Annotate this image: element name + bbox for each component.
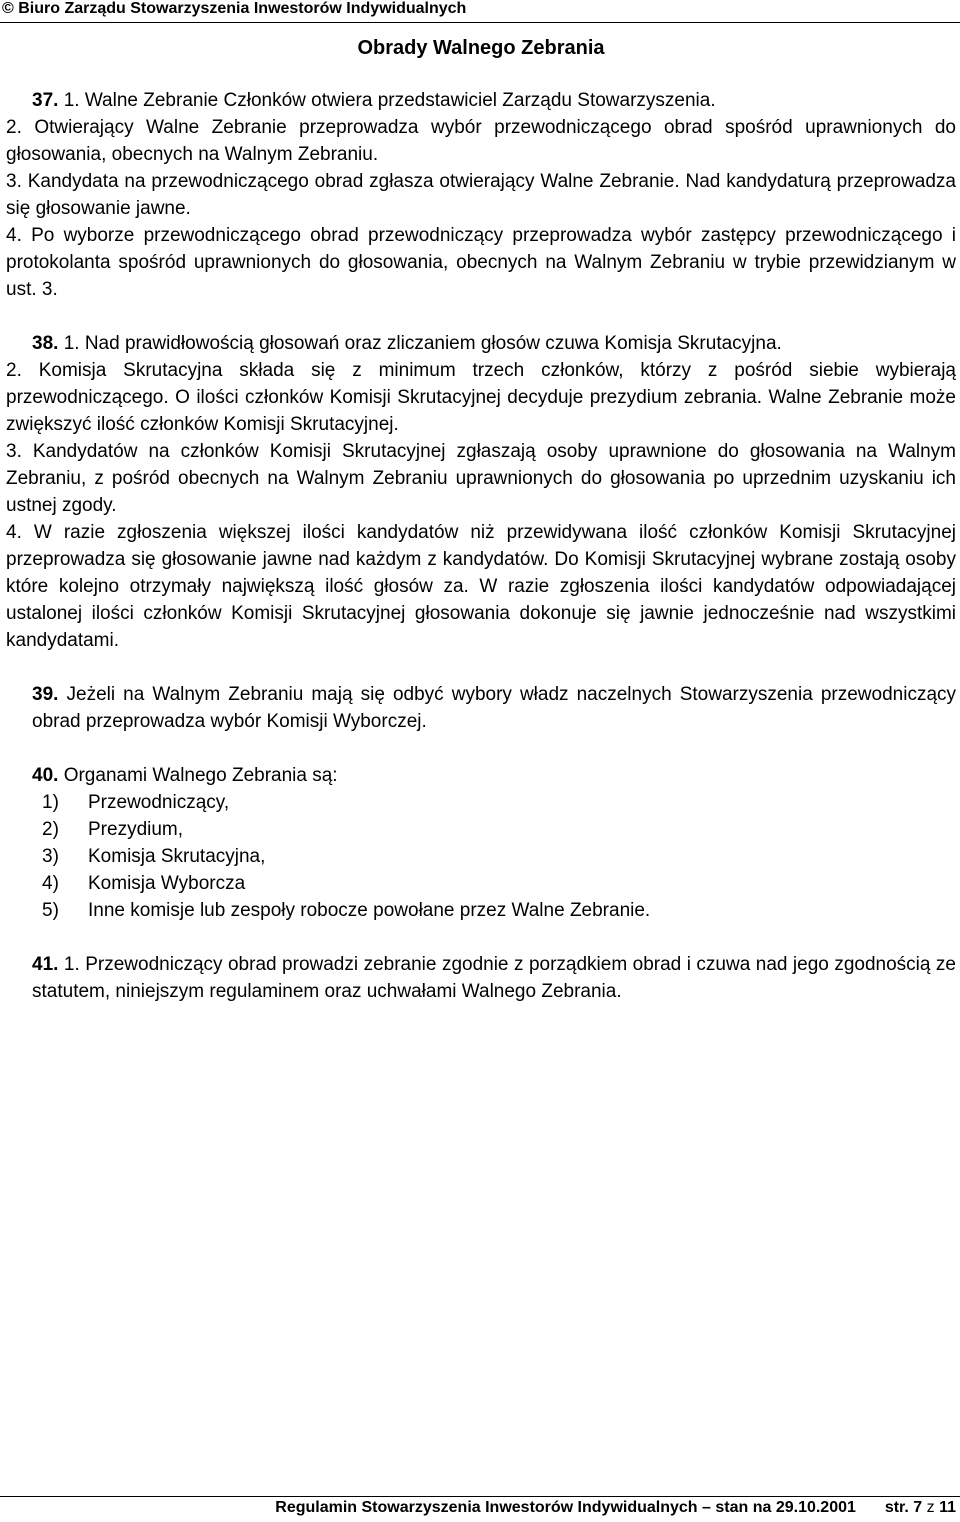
article-number-41: 41. — [32, 954, 59, 975]
list-item: 2) Prezydium, — [42, 819, 184, 840]
paragraph-38-1: 38. 1. Nad prawidłowością głosowań oraz zliczaniem głosów czuwa Komisja Skrutacyjna. — [32, 333, 782, 354]
page-number: str. 7 z 11 — [884, 1499, 956, 1516]
section-title: Obrady Walnego Zebrania — [357, 37, 605, 59]
list-item: 4) Komisja Wyborcza — [42, 873, 246, 894]
paragraph-41-1: 41. 1. Przewodniczący obrad prowadzi zebranie zgodnie z porządkiem obrad i czuwa nad jego zgodnością ze statutem, niniejszym regulaminem oraz uchwałami Walnego Zebrania. — [32, 954, 956, 1002]
article-number-39: 39. — [32, 684, 59, 705]
paragraph-37-4: 4. Po wyborze przewodniczącego obrad przewodniczący przeprowadza wybór zastępcy przewodniczącego i protokolanta spośród uprawnionych do głosowania, obecnych na Walnym Zebraniu w trybie przewidzianym w ust. 3. — [6, 225, 956, 300]
paragraph-39: 39. Jeżeli na Walnym Zebraniu mają się odbyć wybory władz naczelnych Stowarzyszenia przewodniczący obrad przeprowadza wybór Komisji Wyborczej. — [32, 684, 957, 732]
paragraph-38-4: 4. W razie zgłoszenia większej ilości kandydatów niż przewidywana ilość członków Komisji Skrutacyjnej przeprowadza się głosowanie jawne nad każdym z kandydatów. Do Komisji Skrutacyjnej wybrane zostają osoby które kolejno otrzymały największą ilość głosów za. W razie zgłoszenia ilości kandydatów odpowiadającej ustalonej ilości członków Komisji Skrutacyjnej głosowania dokonuje się jawnie jednocześnie nad wszystkimi kandydatami. — [6, 522, 956, 651]
paragraph-38-2: 2. Komisja Skrutacyjna składa się z minimum trzech członków, którzy z pośród siebie wybierają przewodniczącego. O ilości członków Komisji Skrutacyjnej decyduje prezydium zebrania. Walne Zebranie może zwiększyć ilość członków Komisji Skrutacyjnej. — [6, 360, 956, 435]
list-item: 1) Przewodniczący, — [42, 792, 230, 813]
article-number-40: 40. — [32, 765, 59, 786]
organs-list — [6, 789, 956, 924]
article-number-37: 37. — [32, 90, 59, 111]
page-footer — [0, 1496, 960, 1519]
paragraph-40-intro: 40. Organami Walnego Zebrania są: — [32, 765, 338, 786]
paragraph-37-3: 3. Kandydata na przewodniczącego obrad zgłasza otwierający Walne Zebranie. Nad kandydaturą przeprowadza się głosowanie jawne. — [6, 171, 956, 219]
header-text: © Biuro Zarządu Stowarzyszenia Inwestorów Indywidualnych — [2, 0, 467, 17]
paragraph-37-2: 2. Otwierający Walne Zebranie przeprowadza wybór przewodniczącego obrad spośród uprawnionych do głosowania, obecnych na Walnym Zebraniu. — [6, 117, 956, 165]
list-item: 5) Inne komisje lub zespoły robocze powołane przez Walne Zebranie. — [42, 900, 651, 921]
document-body — [6, 30, 956, 1005]
page-header — [0, 0, 960, 23]
article-number-38: 38. — [32, 333, 59, 354]
footer-document-title: Regulamin Stowarzyszenia Inwestorów Indywidualnych – stan na 29.10.2001 — [275, 1499, 856, 1516]
list-item: 3) Komisja Skrutacyjna, — [42, 846, 266, 867]
paragraph-38-3: 3. Kandydatów na członków Komisji Skrutacyjnej zgłaszają osoby uprawnione do głosowania na Walnym Zebraniu, z pośród obecnych na Walnym Zebraniu uprawnionych do głosowania po uprzednim uzyskaniu ich ustnej zgody. — [6, 441, 956, 516]
paragraph-37-1: 37. 1. Walne Zebranie Członków otwiera przedstawiciel Zarządu Stowarzyszenia. — [32, 90, 716, 111]
